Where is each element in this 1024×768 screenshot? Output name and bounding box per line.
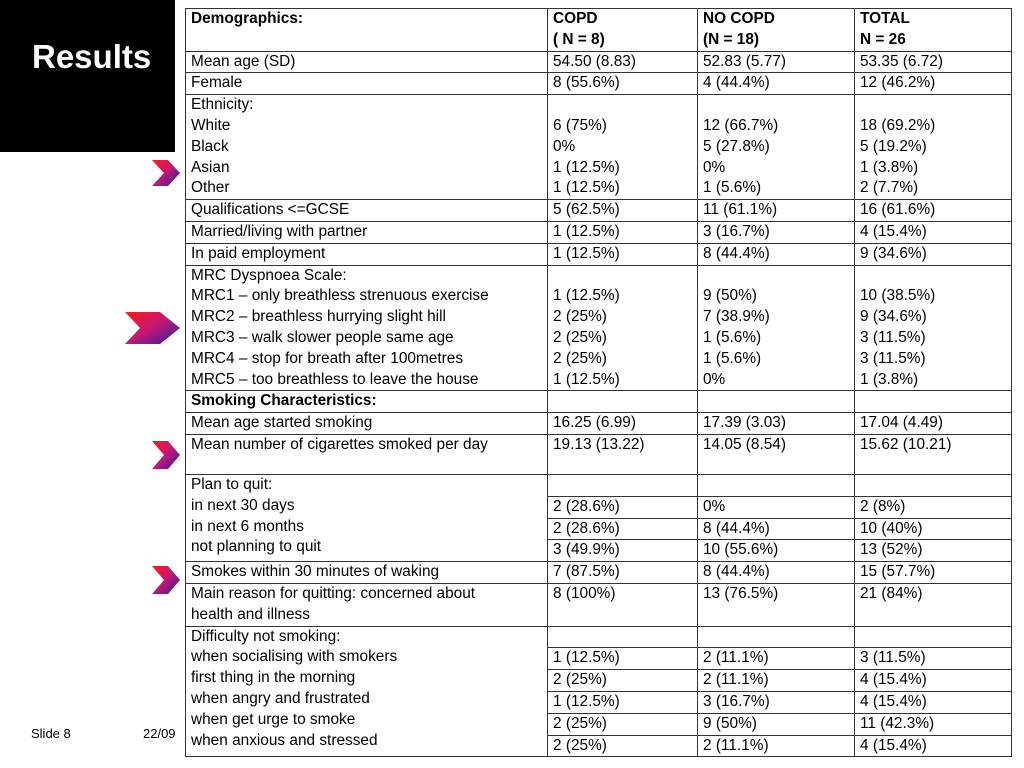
list-item: MRC3 – walk slower people same age — [191, 328, 454, 346]
cell-total: 10 (40%) — [855, 518, 1012, 540]
list-item: in next 30 days — [191, 496, 295, 514]
demographics-table — [185, 8, 1012, 757]
list-item: when socialising with smokers — [191, 648, 398, 666]
table-row — [186, 200, 1012, 222]
empty-cell — [855, 391, 1012, 413]
cell-copd: 5 (62.5%) — [548, 200, 698, 222]
header-total — [855, 9, 1012, 52]
table-row — [186, 413, 1012, 435]
cell-total: 4 (15.4%) — [855, 735, 1012, 757]
list-value: 1 (3.8%) — [860, 370, 919, 388]
empty-cell — [698, 391, 855, 413]
cell-total: 4 (15.4%) — [855, 221, 1012, 243]
list-value: 5 (19.2%) — [860, 137, 927, 155]
header-copd-label: COPD — [553, 10, 598, 27]
cell-copd: 3 (49.9%) — [548, 540, 698, 562]
cell-total: 17.04 (4.49) — [855, 413, 1012, 435]
list-value: 2 (25%) — [553, 308, 607, 326]
cell-nocopd: 11 (61.1%) — [698, 200, 855, 222]
cell-total: 2 (8%) — [855, 496, 1012, 518]
list-item: White — [191, 116, 231, 134]
header-demographics: Demographics: — [186, 9, 548, 52]
list-item: when anxious and stressed — [191, 731, 378, 749]
main-reason-line1: Main reason for quitting: concerned about — [191, 584, 476, 602]
list-value: 1 (3.8%) — [860, 158, 919, 176]
list-value: 2 (25%) — [553, 349, 607, 367]
list-value: 1 (5.6%) — [703, 349, 762, 367]
cell-nocopd: 2 (11.1%) — [698, 648, 855, 670]
arrow-icon-ethnicity — [152, 160, 180, 186]
row-label: In paid employment — [186, 243, 548, 265]
cell-total: 11 (42.3%) — [855, 713, 1012, 735]
list-value: 6 (75%) — [553, 116, 607, 134]
row-label: Mean age started smoking — [186, 413, 548, 435]
header-total-n: N = 26 — [860, 30, 906, 48]
main-reason-line2: health and illness — [191, 605, 310, 623]
cell-total: 4 (15.4%) — [855, 691, 1012, 713]
list-value: 3 (11.5%) — [860, 349, 926, 367]
cell-copd: 2 (28.6%) — [548, 518, 698, 540]
list-value: 0% — [703, 370, 726, 388]
list-item: Asian — [191, 158, 230, 176]
cell-copd: 2 (25%) — [548, 670, 698, 692]
ethnicity-copd — [548, 95, 698, 200]
cell-copd: 2 (25%) — [548, 735, 698, 757]
row-label: Mean number of cigarettes smoked per day — [186, 434, 548, 474]
cell-copd: 2 (25%) — [548, 713, 698, 735]
cell-total: 21 (84%) — [855, 583, 1012, 626]
list-item: when angry and frustrated — [191, 689, 370, 707]
cell-nocopd: 17.39 (3.03) — [698, 413, 855, 435]
table-row — [186, 562, 1012, 584]
list-value: 0% — [553, 137, 576, 155]
list-value: 1 (5.6%) — [703, 328, 762, 346]
list-item: MRC5 – too breathless to leave the house — [191, 370, 479, 388]
cell-nocopd: 2 (11.1%) — [698, 670, 855, 692]
plan-labels — [186, 474, 548, 561]
empty-cell — [855, 626, 1012, 648]
list-item: Black — [191, 137, 229, 155]
cell-nocopd: 2 (11.1%) — [698, 735, 855, 757]
cell-nocopd: 8 (44.4%) — [698, 518, 855, 540]
plan-heading-row — [186, 474, 1012, 496]
table-row — [186, 73, 1012, 95]
slide-date: 22/09 — [143, 726, 176, 741]
cell-copd: 2 (28.6%) — [548, 496, 698, 518]
cell-nocopd: 8 (44.4%) — [698, 243, 855, 265]
cell-copd: 8 (55.6%) — [548, 73, 698, 95]
list-value: 3 (11.5%) — [860, 328, 926, 346]
mrc-total — [855, 265, 1012, 391]
list-item: MRC4 – stop for breath after 100metres — [191, 349, 464, 367]
plan-heading: Plan to quit: — [191, 475, 273, 493]
list-value: 9 (34.6%) — [860, 308, 927, 326]
cell-total: 12 (46.2%) — [855, 73, 1012, 95]
arrow-icon-waking — [152, 566, 180, 594]
cell-copd: 16.25 (6.99) — [548, 413, 698, 435]
empty-cell — [698, 626, 855, 648]
list-item: when get urge to smoke — [191, 710, 356, 728]
list-value: 1 (12.5%) — [553, 370, 620, 388]
table-row — [186, 243, 1012, 265]
list-value: 12 (66.7%) — [703, 116, 779, 134]
cell-nocopd: 52.83 (5.77) — [698, 51, 855, 73]
empty-cell — [698, 474, 855, 496]
cell-nocopd: 9 (50%) — [698, 713, 855, 735]
cell-copd: 1 (12.5%) — [548, 243, 698, 265]
header-nocopd-n: (N = 18) — [703, 30, 760, 48]
list-value: 7 (38.9%) — [703, 308, 770, 326]
row-label: Married/living with partner — [186, 221, 548, 243]
slide-title: Results — [32, 38, 152, 75]
list-value: 10 (38.5%) — [860, 287, 936, 305]
mrc-section — [186, 265, 1012, 391]
cell-total: 15.62 (10.21) — [855, 434, 1012, 474]
empty-cell — [548, 474, 698, 496]
empty-cell — [548, 391, 698, 413]
cell-nocopd: 0% — [698, 496, 855, 518]
list-value: 2 (25%) — [553, 328, 607, 346]
row-label: Female — [186, 73, 548, 95]
cell-total: 15 (57.7%) — [855, 562, 1012, 584]
cell-nocopd: 3 (16.7%) — [698, 221, 855, 243]
cell-total: 4 (15.4%) — [855, 670, 1012, 692]
list-value: 0% — [703, 158, 726, 176]
mrc-heading: MRC Dyspnoea Scale: — [191, 266, 347, 284]
cell-copd: 1 (12.5%) — [548, 221, 698, 243]
list-item: in next 6 months — [191, 517, 304, 535]
list-item: first thing in the morning — [191, 669, 356, 687]
list-value: 1 (12.5%) — [553, 158, 620, 176]
list-value: 1 (12.5%) — [553, 179, 620, 197]
row-label: Mean age (SD) — [186, 51, 548, 73]
ethnicity-total — [855, 95, 1012, 200]
header-copd — [548, 9, 698, 52]
slide-number: Slide 8 — [31, 726, 71, 741]
row-label: Smokes within 30 minutes of waking — [186, 562, 548, 584]
cell-nocopd: 14.05 (8.54) — [698, 434, 855, 474]
cell-nocopd: 3 (16.7%) — [698, 691, 855, 713]
mrc-nocopd — [698, 265, 855, 391]
list-value: 9 (50%) — [703, 287, 757, 305]
list-value: 18 (69.2%) — [860, 116, 936, 134]
mrc-labels — [186, 265, 548, 391]
cell-total: 16 (61.6%) — [855, 200, 1012, 222]
list-item: not planning to quit — [191, 538, 322, 556]
table-row — [186, 434, 1012, 474]
row-label — [186, 583, 548, 626]
header-nocopd — [698, 9, 855, 52]
cell-nocopd: 13 (76.5%) — [698, 583, 855, 626]
smoking-heading-row — [186, 391, 1012, 413]
cell-total: 13 (52%) — [855, 540, 1012, 562]
mrc-copd — [548, 265, 698, 391]
list-item: MRC2 – breathless hurrying slight hill — [191, 308, 446, 326]
arrow-layer — [0, 0, 185, 768]
empty-cell — [548, 626, 698, 648]
difficulty-heading: Difficulty not smoking: — [191, 627, 341, 645]
cell-copd: 54.50 (8.83) — [548, 51, 698, 73]
list-value: 1 (12.5%) — [553, 287, 620, 305]
cell-copd: 7 (87.5%) — [548, 562, 698, 584]
list-value: 1 (5.6%) — [703, 179, 762, 197]
smoking-heading: Smoking Characteristics: — [186, 391, 548, 413]
table-row — [186, 221, 1012, 243]
cell-copd: 1 (12.5%) — [548, 648, 698, 670]
header-row — [186, 9, 1012, 52]
difficulty-labels — [186, 626, 548, 757]
cell-nocopd: 10 (55.6%) — [698, 540, 855, 562]
cell-total: 9 (34.6%) — [855, 243, 1012, 265]
cell-copd: 8 (100%) — [548, 583, 698, 626]
ethnicity-nocopd — [698, 95, 855, 200]
list-value: 5 (27.8%) — [703, 137, 770, 155]
table-row — [186, 51, 1012, 73]
cell-nocopd: 4 (44.4%) — [698, 73, 855, 95]
cell-copd: 1 (12.5%) — [548, 691, 698, 713]
header-nocopd-label: NO COPD — [703, 10, 775, 27]
ethnicity-heading: Ethnicity: — [191, 96, 254, 114]
empty-cell — [855, 474, 1012, 496]
arrow-icon-cigarettes — [152, 441, 180, 469]
table-row — [186, 583, 1012, 626]
list-item: MRC1 – only breathless strenuous exercise — [191, 287, 489, 305]
list-value: 2 (7.7%) — [860, 179, 919, 197]
cell-copd: 19.13 (13.22) — [548, 434, 698, 474]
ethnicity-labels — [186, 95, 548, 200]
header-copd-n: ( N = 8) — [553, 30, 605, 48]
list-item: Other — [191, 179, 230, 197]
cell-total: 53.35 (6.72) — [855, 51, 1012, 73]
cell-total: 3 (11.5%) — [855, 648, 1012, 670]
row-label: Qualifications <=GCSE — [186, 200, 548, 222]
arrow-icon-mrc — [125, 312, 180, 344]
ethnicity-section — [186, 95, 1012, 200]
cell-nocopd: 8 (44.4%) — [698, 562, 855, 584]
difficulty-heading-row — [186, 626, 1012, 648]
header-total-label: TOTAL — [860, 10, 910, 27]
